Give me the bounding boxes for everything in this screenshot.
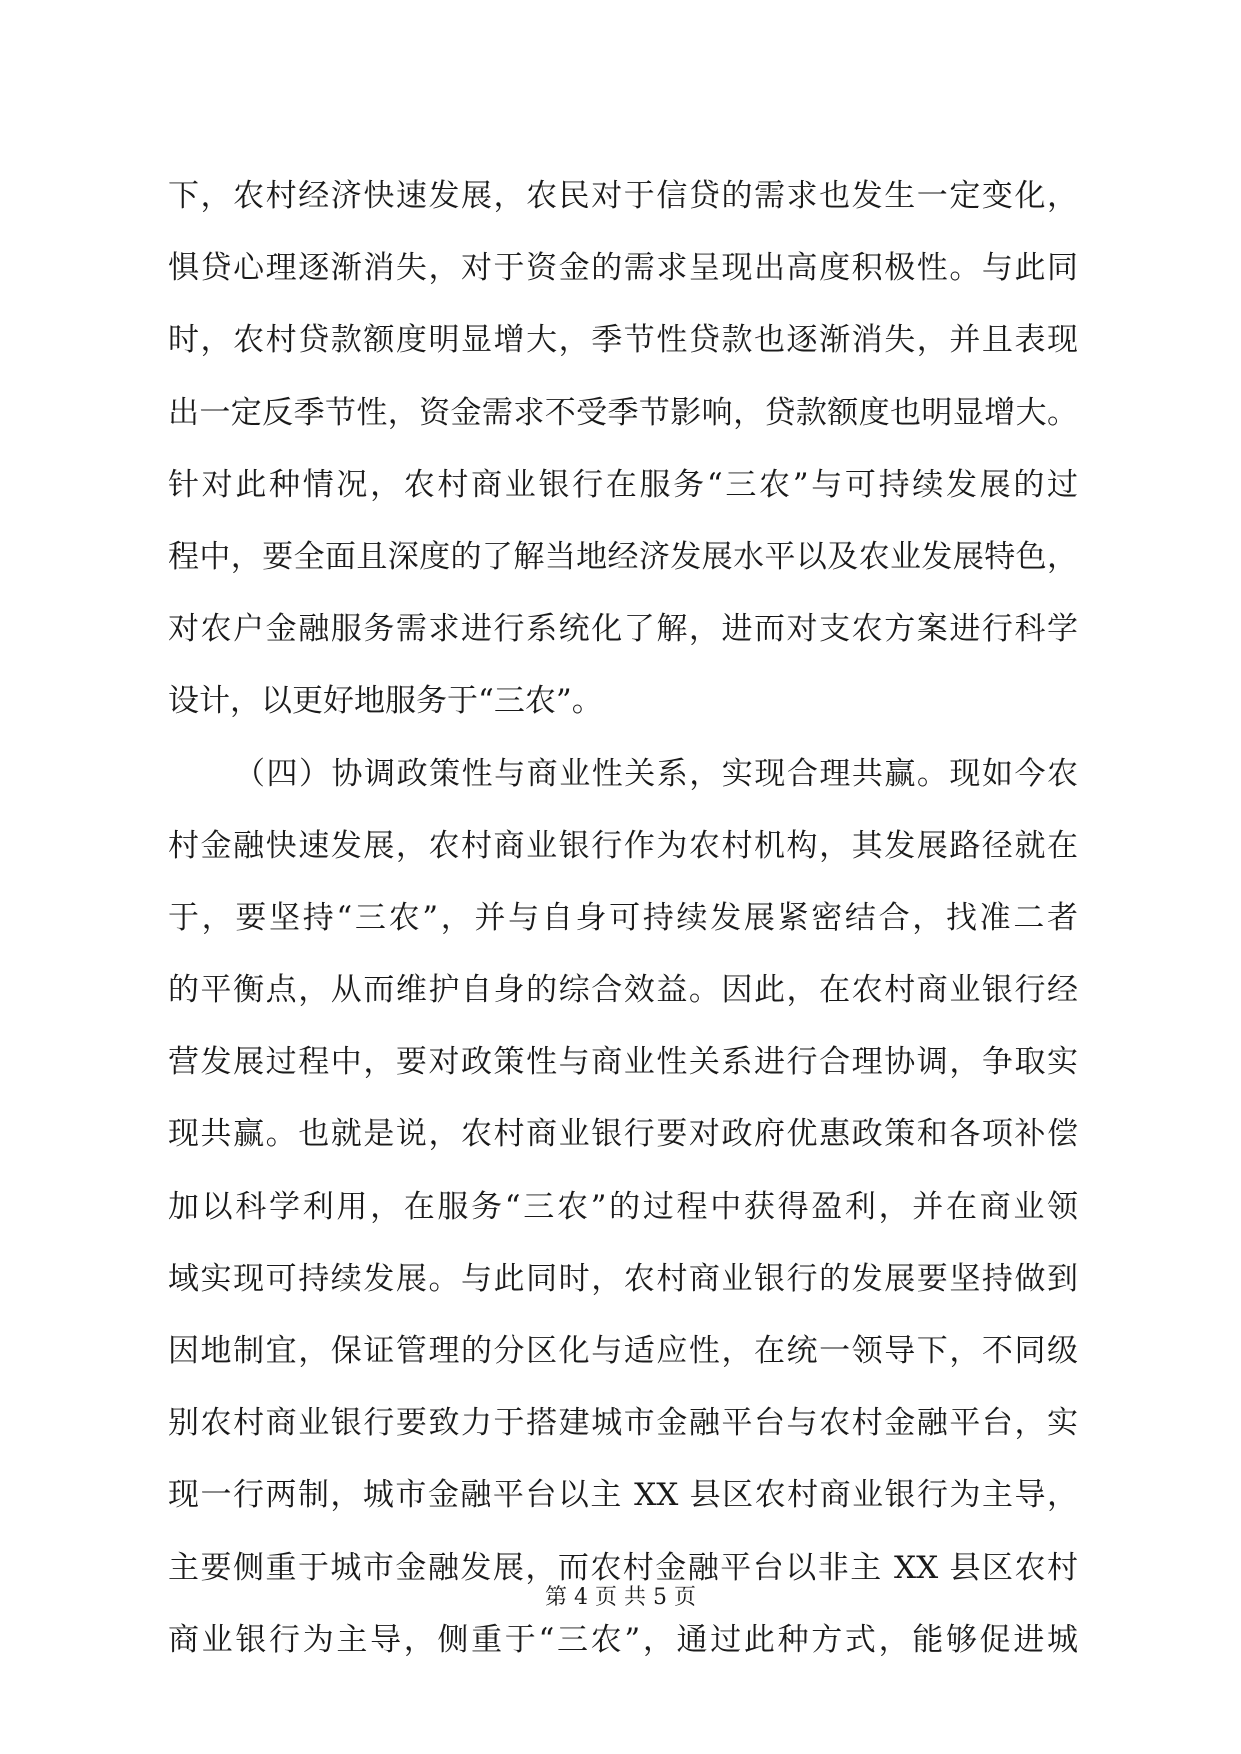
text-line: 于，要坚持“三农”，并与自身可持续发展紧密结合，找准二者 <box>168 899 1078 936</box>
text-line: 村金融快速发展，农村商业银行作为农村机构，其发展路径就在 <box>168 827 1078 864</box>
text-line: 对农户金融服务需求进行系统化了解，进而对支农方案进行科学 <box>168 611 1078 648</box>
text-line: 主要侧重于城市金融发展，而农村金融平台以非主 XX 县区农村 <box>168 1549 1078 1586</box>
text-line: 现一行两制，城市金融平台以主 XX 县区农村商业银行为主导， <box>168 1477 1078 1514</box>
text-line: 加以科学利用，在服务“三农”的过程中获得盈利，并在商业领 <box>168 1188 1078 1225</box>
text-line: 域实现可持续发展。与此同时，农村商业银行的发展要坚持做到 <box>168 1260 1078 1297</box>
text-line: 因地制宜，保证管理的分区化与适应性，在统一领导下，不同级 <box>168 1333 1078 1369</box>
text-line: 下，农村经济快速发展，农民对于信贷的需求也发生一定变化， <box>168 178 1078 214</box>
text-line: 针对此种情况，农村商业银行在服务“三农”与可持续发展的过 <box>168 466 1078 503</box>
text-line: 的平衡点，从而维护自身的综合效益。因此，在农村商业银行经 <box>168 972 1078 1009</box>
text-line: 惧贷心理逐渐消失，对于资金的需求呈现出高度积极性。与此同 <box>168 250 1078 287</box>
text-line: 商业银行为主导，侧重于“三农”，通过此种方式，能够促进城 <box>168 1621 1078 1658</box>
text-line: 程中，要全面且深度的了解当地经济发展水平以及农业发展特色， <box>168 538 1078 575</box>
page-footer: 第 4 页 共 5 页 <box>545 1585 696 1610</box>
text-line: 出一定反季节性，资金需求不受季节影响，贷款额度也明显增大。 <box>168 394 1078 431</box>
text-line: 别农村商业银行要致力于搭建城市金融平台与农村金融平台，实 <box>168 1405 1078 1442</box>
text-line: 时，农村贷款额度明显增大，季节性贷款也逐渐消失，并且表现 <box>168 322 1078 359</box>
text-line: 现共赢。也就是说，农村商业银行要对政府优惠政策和各项补偿 <box>168 1116 1078 1153</box>
text-line: 设计，以更好地服务于“三农”。 <box>168 683 603 720</box>
body-text <box>168 160 1078 1676</box>
text-line: 营发展过程中，要对政策性与商业性关系进行合理协调，争取实 <box>168 1044 1078 1081</box>
text-line: （四）协调政策性与商业性关系，实现合理共赢。现如今农 <box>234 755 1078 792</box>
